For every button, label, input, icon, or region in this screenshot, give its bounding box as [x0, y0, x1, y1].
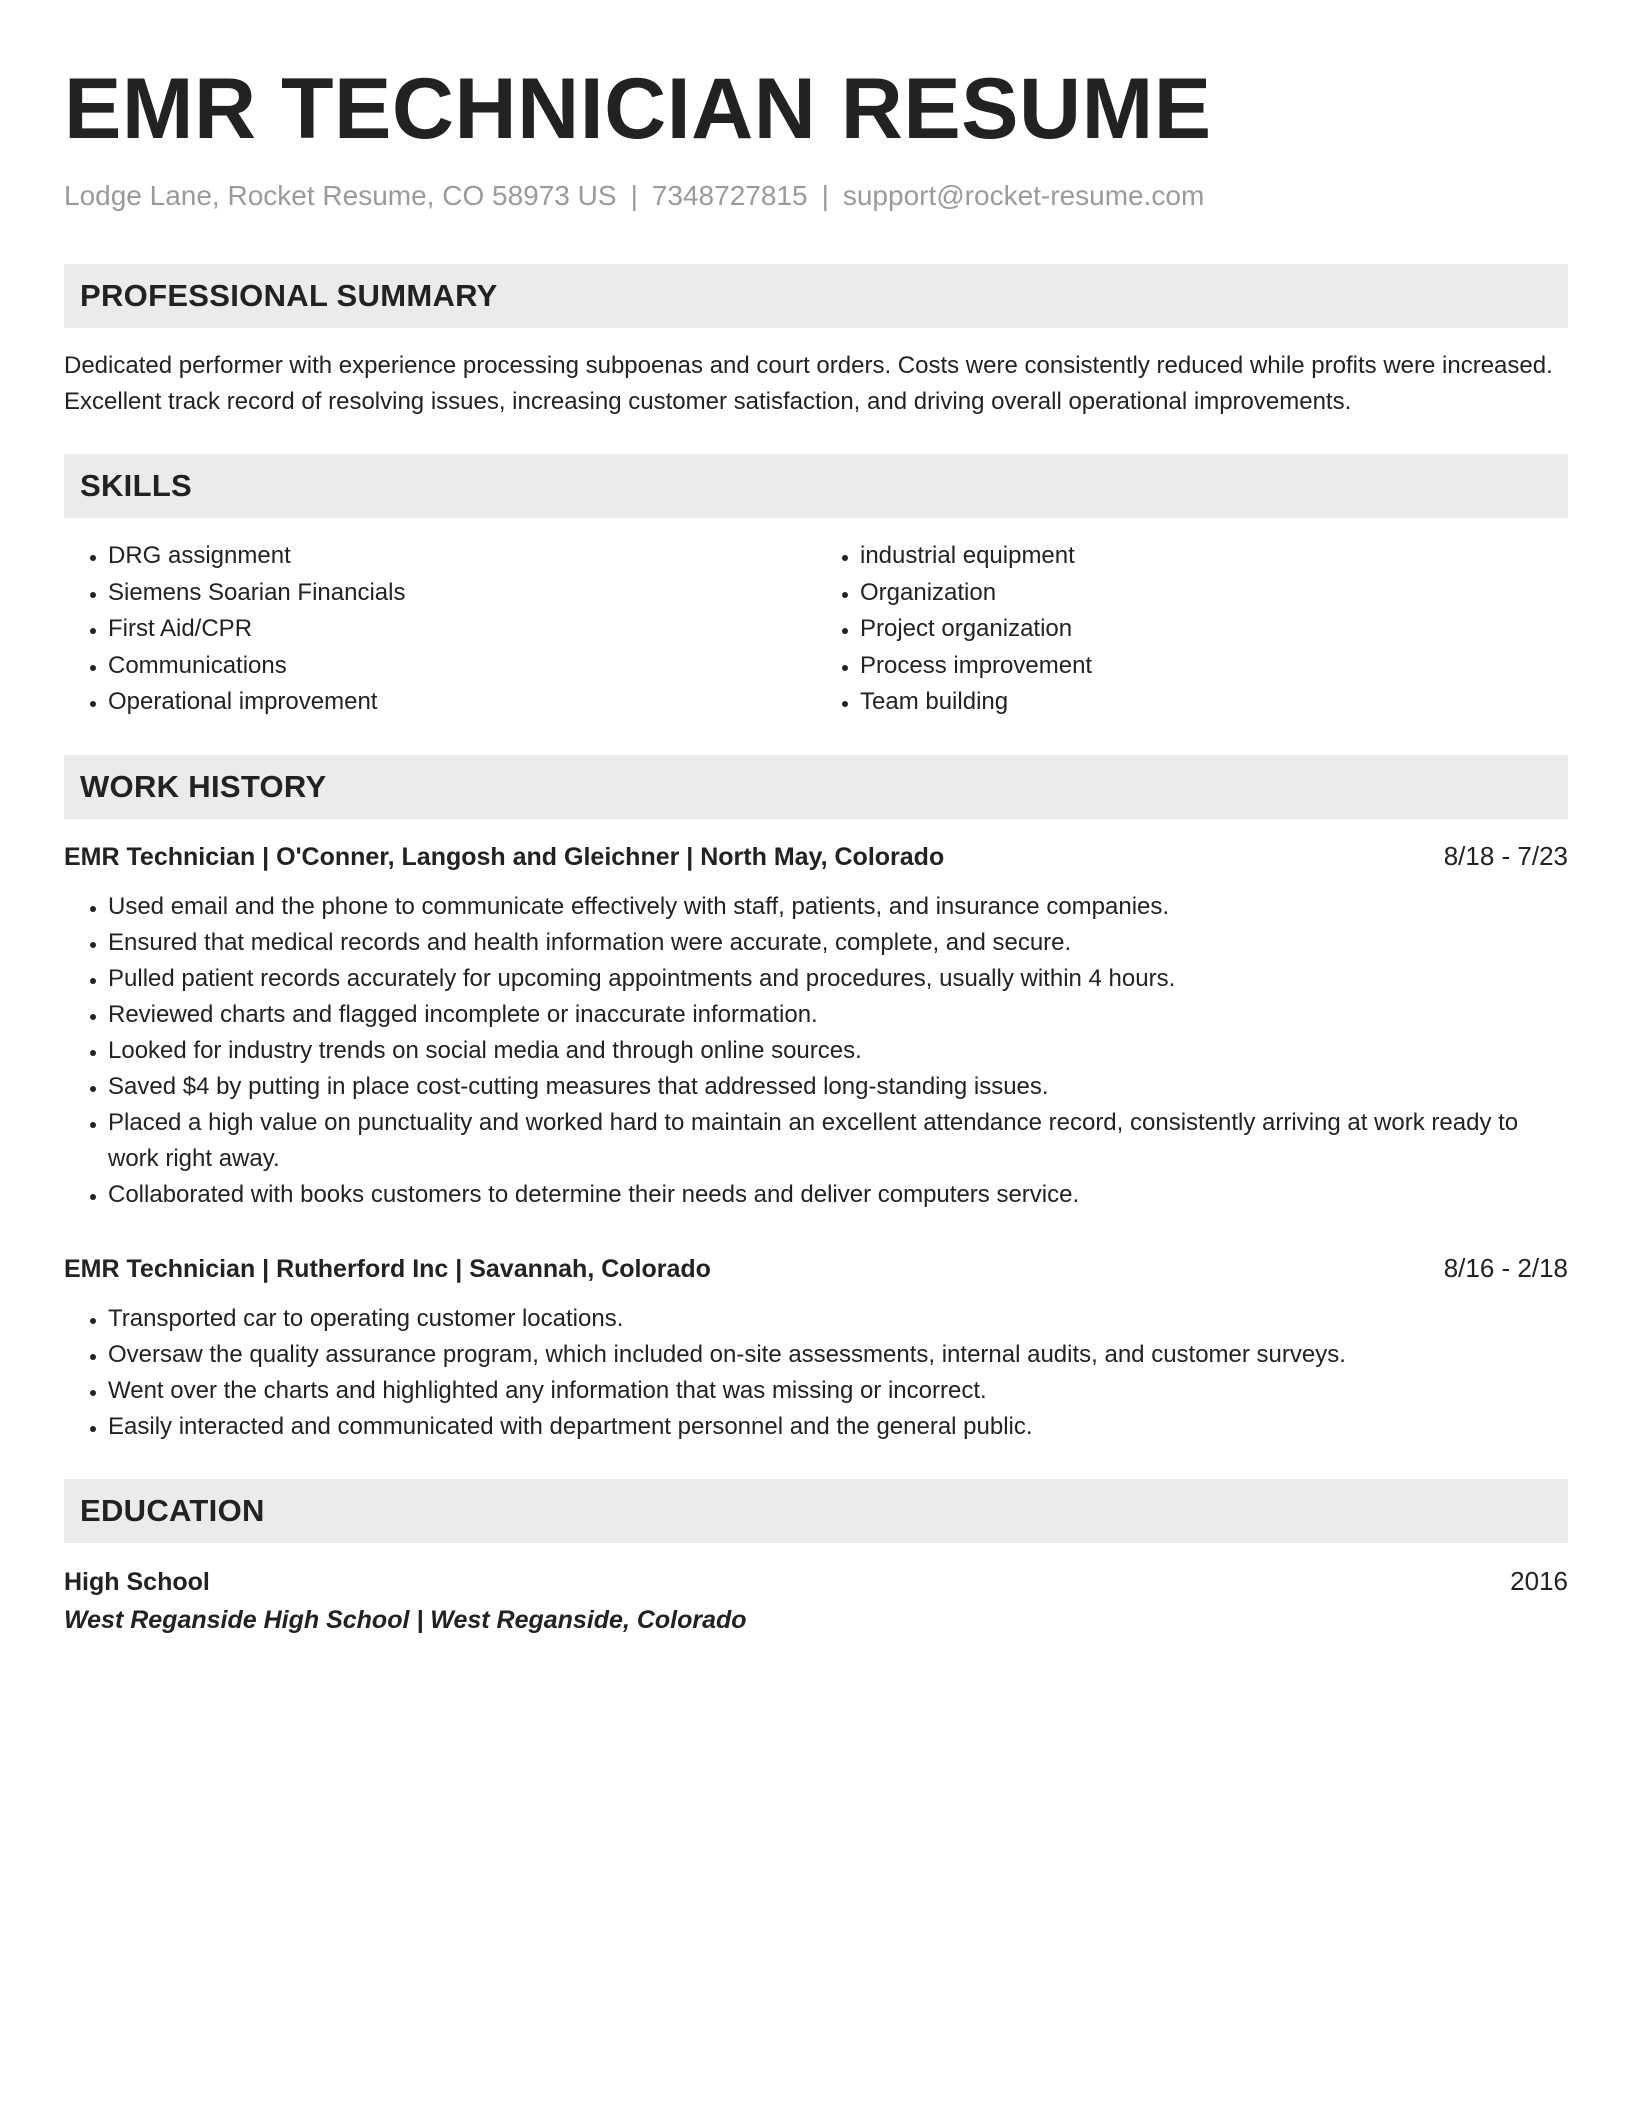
education-entry [64, 1563, 1568, 1640]
contact-phone: 7348727815 [651, 180, 808, 211]
skill-item: • Process improvement [860, 648, 1568, 685]
skill-item: • industrial equipment [860, 538, 1568, 575]
skills-section [64, 454, 1568, 721]
job-bullet: • Collaborated with books customers to determine their needs and deliver computers service. [108, 1177, 1568, 1213]
job-bullet: • Ensured that medical records and health information were accurate, complete, and secure. [108, 925, 1568, 961]
job-bullet: • Easily interacted and communicated with department personnel and the general public. [108, 1409, 1568, 1445]
skill-item: • Project organization [860, 611, 1568, 648]
skills-list [64, 538, 1568, 721]
education-school: West Reganside High School | West Reganside, Colorado [64, 1605, 747, 1634]
job-bullet: • Went over the charts and highlighted any information that was missing or incorrect. [108, 1373, 1568, 1409]
skill-item: • Communications [108, 648, 816, 685]
resume-title: EMR TECHNICIAN RESUME [64, 61, 1212, 157]
contact-address: Lodge Lane, Rocket Resume, CO 58973 US [64, 180, 617, 211]
contact-separator: | [630, 180, 638, 211]
job-bullets [64, 889, 1568, 1213]
job-bullet: • Transported car to operating customer locations. [108, 1301, 1568, 1337]
work-history-section [64, 755, 1568, 1445]
job-bullet: • Saved $4 by putting in place cost-cutting measures that addressed long-standing issues. [108, 1069, 1568, 1105]
job-entry [64, 1251, 1568, 1445]
skill-item: • DRG assignment [108, 538, 816, 575]
jobs-list [64, 839, 1568, 1445]
summary-text: Dedicated performer with experience processing subpoenas and court orders. Costs were consistently reduced while profits were increased. Excellent track record of resolving issues, increasing customer satisfaction, and driving overall operational improvements. [64, 352, 1553, 415]
job-bullet: • Pulled patient records accurately for upcoming appointments and procedures, usually within 4 hours. [108, 961, 1568, 997]
job-bullet: • Reviewed charts and flagged incomplete or inaccurate information. [108, 997, 1568, 1033]
job-bullet: • Placed a high value on punctuality and worked hard to maintain an excellent attendance record, consistently arriving at work ready to work right away. [108, 1105, 1568, 1177]
section-heading: EDUCATION [64, 1479, 1568, 1543]
job-dates: 8/18 - 7/23 [1443, 840, 1568, 871]
section-heading: PROFESSIONAL SUMMARY [64, 264, 1568, 328]
skill-item: • Organization [860, 575, 1568, 612]
job-bullets [64, 1301, 1568, 1445]
skill-item: • Operational improvement [108, 684, 816, 721]
education-degree: High School [64, 1567, 210, 1596]
job-title: EMR Technician | O'Conner, Langosh and Gleichner | North May, Colorado [64, 842, 945, 871]
skill-item: • Team building [860, 684, 1568, 721]
contact-separator: | [821, 180, 829, 211]
contact-line [64, 180, 1568, 212]
job-entry [64, 839, 1568, 1213]
education-year: 2016 [1510, 1565, 1568, 1596]
job-dates: 8/16 - 2/18 [1443, 1252, 1568, 1283]
skills-column-right [816, 538, 1568, 721]
section-heading: SKILLS [64, 454, 1568, 518]
skill-item: • Siemens Soarian Financials [108, 575, 816, 612]
skill-item: • First Aid/CPR [108, 611, 816, 648]
section-heading: WORK HISTORY [64, 755, 1568, 819]
education-section [64, 1479, 1568, 1640]
job-header [64, 1251, 1568, 1286]
job-header [64, 839, 1568, 874]
job-title: EMR Technician | Rutherford Inc | Savannah, Colorado [64, 1254, 711, 1283]
contact-email: support@rocket-resume.com [842, 180, 1205, 211]
job-bullet: • Oversaw the quality assurance program, which included on-site assessments, internal audits, and customer surveys. [108, 1337, 1568, 1373]
job-bullet: • Used email and the phone to communicate effectively with staff, patients, and insurance companies. [108, 889, 1568, 925]
skills-column-left [64, 538, 816, 721]
job-bullet: • Looked for industry trends on social media and through online sources. [108, 1033, 1568, 1069]
professional-summary-section [64, 264, 1568, 420]
education-header [64, 1563, 1568, 1600]
